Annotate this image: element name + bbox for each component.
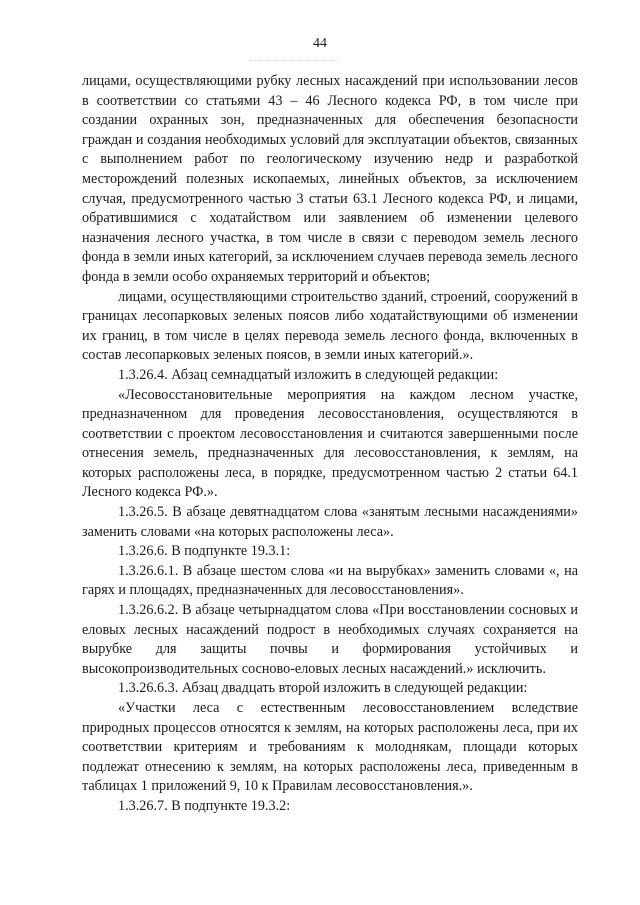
paragraph: лицами, осуществляющими строительство зданий, строений, сооружений в границах лесопарковых зеленых поясов либо ходатайствующими об изменении их границ, в том числе в целях перевода земель лесного фонда, включенных в состав лесопарковых зеленых поясов, в земли иных категорий.». <box>82 288 578 364</box>
paragraph: лицами, осуществляющими рубку лесных насаждений при использовании лесов в соответствии со статьями 43 – 46 Лесного кодекса РФ, в том числе при создании охранных зон, предназначенных для обеспечения безопасности граждан и создания необходимых условий для эксплуатации объектов, связанных с выполнением работ по геологическому изучению недр и разработкой месторождений полезных ископаемых, линейных объектов, за исключением случая, предусмотренного частью 3 статьи 63.1 Лесного кодекса РФ, и лицами, обратившимися с ходатайством или заявлением об изменении целевого назначения лесного участка, в том числе в связи с переводом земель лесного фонда в земли иных категорий, за исключением случаев перевода земель лесного фонда в земли особо охраняемых территорий и объектов; <box>82 73 578 285</box>
paragraph: 1.3.26.6. В подпункте 19.3.1: <box>118 543 291 560</box>
document-body <box>82 72 578 817</box>
page-number: 44 <box>313 36 327 51</box>
paragraph: 1.3.26.6.2. В абзаце четырнадцатом слова «При восстановлении сосновых и еловых лесных насаждений подрост в необходимых случаях сохраняется на вырубке для защиты почвы и формирования устойчивых и высокопроизводительных сосново-еловых лесных насаждений.» исключить. <box>82 602 578 677</box>
paragraph: 1.3.26.6.1. В абзаце шестом слова «и на вырубках» заменить словами «, на гарях и площадях, предназначенных для лесовосстановления». <box>82 562 578 599</box>
paragraph: 1.3.26.6.3. Абзац двадцать второй изложить в следующей редакции: <box>118 680 528 697</box>
paragraph: «Лесовосстановительные мероприятия на каждом лесном участке, предназначенном для проведения лесовосстановления, осуществляются в соответствии с проектом лесовосстановления и считаются завершенными после отнесения земель, предназначенных для лесовосстановления, к землям, на которых расположены леса, в порядке, предусмотренном частью 2 статьи 64.1 Лесного кодекса РФ.». <box>82 386 578 501</box>
paragraph: «Участки леса с естественным лесовосстановлением вследствие природных процессов относятся к землям, на которых расположены леса, при их соответствии критериям и требованиям к молоднякам, площади которых подлежат отнесению к землям, на которых расположены леса, приведенным в таблицах 1 приложений 9, 10 к Правилам лесовосстановления.». <box>82 700 578 795</box>
paragraph: 1.3.26.4. Абзац семнадцатый изложить в следующей редакции: <box>118 366 499 383</box>
scan-speck <box>250 60 340 64</box>
paragraph: 1.3.26.7. В подпункте 19.3.2: <box>118 797 291 814</box>
paragraph: 1.3.26.5. В абзаце девятнадцатом слова «занятым лесными насаждениями» заменить словами «на которых расположены леса». <box>82 504 578 540</box>
